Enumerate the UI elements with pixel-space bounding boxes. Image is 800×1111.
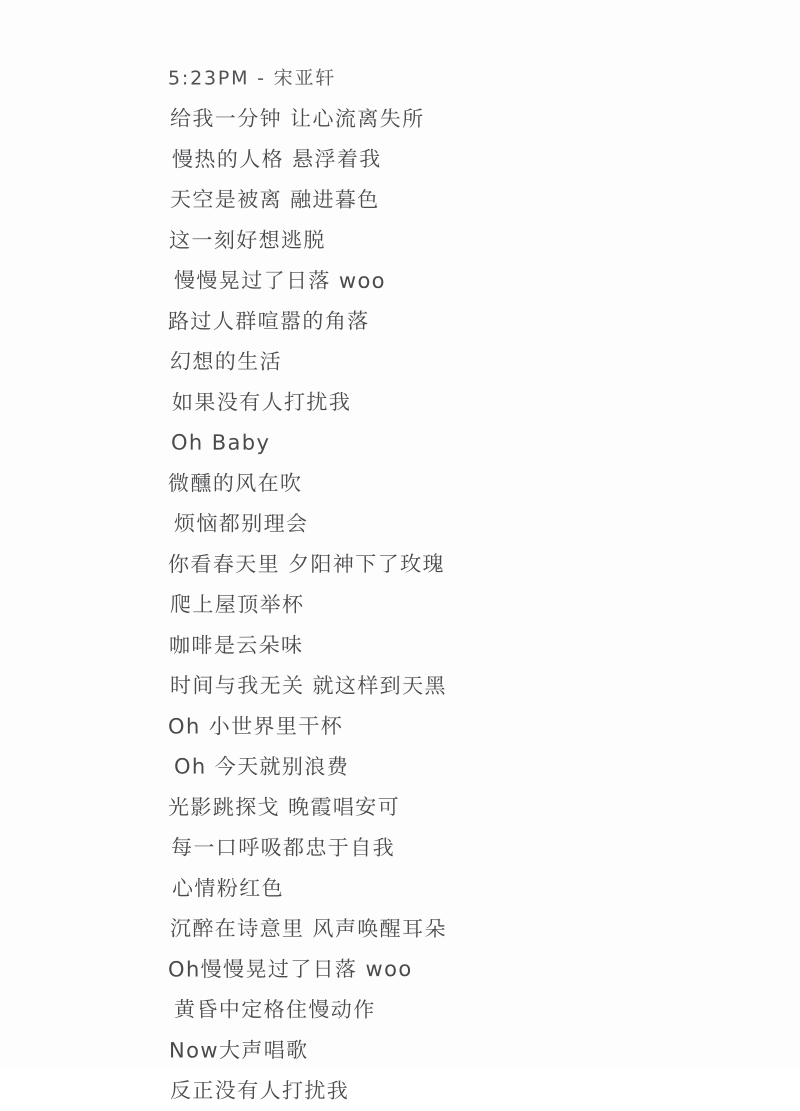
lyric-line: 光影跳探戈 晚霞唱安可 — [167, 795, 401, 820]
lyric-line: Oh 小世界里干杯 — [167, 714, 344, 739]
lyric-line: 天空是被离 融进暮色 — [169, 187, 380, 212]
lyric-line: 这一刻好想逃脱 — [168, 228, 326, 253]
lyric-line: 微醺的风在吹 — [167, 471, 303, 496]
lyric-line: 心情粉红色 — [171, 876, 285, 901]
lyric-line: Oh Baby — [170, 430, 271, 455]
lyric-line: 咖啡是云朵味 — [168, 633, 304, 658]
note-header: 5:23PM - 宋亚轩 — [167, 67, 337, 90]
lyric-line: 烦恼都别理会 — [173, 511, 309, 536]
lyric-line: 沉醉在诗意里 风声唤醒耳朵 — [169, 916, 447, 941]
lyric-line: Oh慢慢晃过了日落 woo — [167, 957, 413, 982]
lyric-line: Now大声唱歌 — [168, 1038, 309, 1063]
lyrics-sheet — [168, 58, 688, 1111]
lyric-line: 反正没有人打扰我 — [169, 1078, 350, 1103]
lyric-line: 时间与我无关 就这样到天黑 — [169, 673, 447, 698]
lyric-line: 如果没有人打扰我 — [171, 390, 352, 415]
lyric-line: 给我一分钟 让心流离失所 — [169, 106, 425, 131]
lyric-line: 每一口呼吸都忠于自我 — [170, 835, 396, 860]
lyric-line: 慢热的人格 悬浮着我 — [171, 147, 382, 172]
lyric-line: 黄昏中定格住慢动作 — [173, 997, 376, 1022]
lyric-line: 幻想的生活 — [169, 349, 283, 374]
lyric-line: 你看春天里 夕阳神下了玫瑰 — [167, 551, 445, 577]
lyric-line: 慢慢晃过了日落 woo — [173, 268, 386, 293]
lyric-line: 爬上屋顶举杯 — [169, 592, 305, 617]
lyric-line: 路过人群喧嚣的角落 — [167, 309, 370, 334]
lyric-line: Oh 今天就别浪费 — [173, 754, 350, 779]
